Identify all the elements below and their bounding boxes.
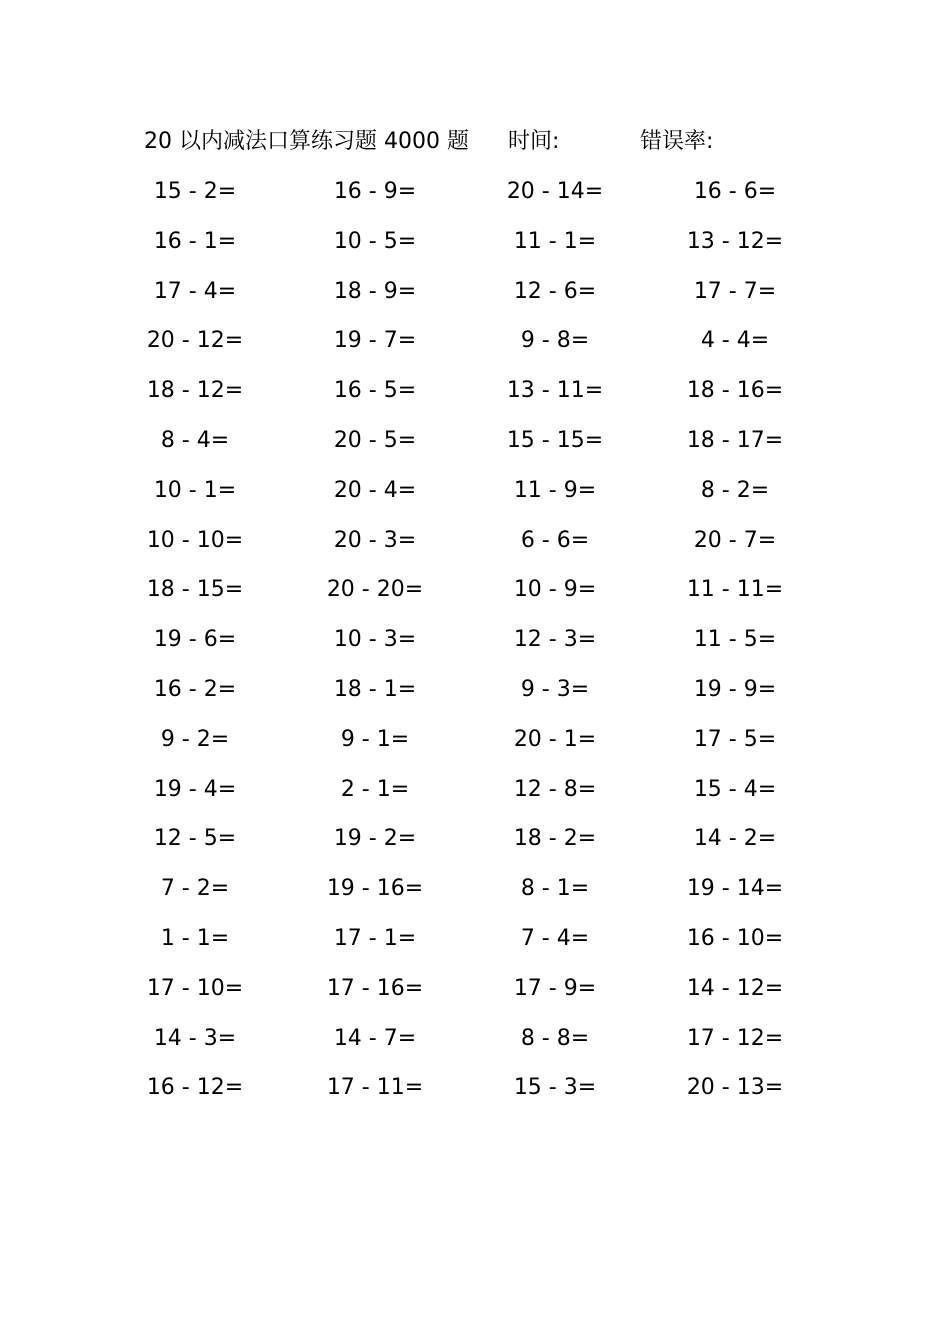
problem-item: 18 - 1=: [333, 677, 417, 702]
problem-row: [120, 720, 840, 760]
problem-row: [120, 919, 840, 959]
problem-item: 9 - 2=: [160, 726, 230, 752]
problem-item: 16 - 5=: [333, 378, 417, 404]
problem-row: [120, 421, 840, 461]
problem-row: [120, 670, 840, 710]
problem-item: 18 - 16=: [686, 378, 784, 404]
problem-item: 16 - 6=: [693, 179, 777, 204]
problem-row: [120, 371, 840, 411]
problem-row: [120, 321, 840, 361]
problem-item: 20 - 7=: [693, 527, 777, 553]
problem-item: 18 - 15=: [146, 577, 244, 603]
problem-item: 20 - 3=: [333, 527, 417, 553]
problem-item: 15 - 4=: [693, 776, 777, 802]
problem-item: 12 - 5=: [153, 826, 237, 852]
problem-item: 19 - 7=: [333, 328, 417, 354]
problem-item: 20 - 1=: [513, 726, 597, 752]
problem-item: 19 - 6=: [153, 627, 237, 653]
problem-item: 17 - 10=: [146, 975, 244, 1001]
problem-item: 10 - 9=: [513, 577, 597, 603]
problem-item: 17 - 12=: [686, 1025, 784, 1051]
problem-item: 6 - 6=: [520, 527, 590, 553]
worksheet-title: 20 以内减法口算练习题 4000 题: [144, 129, 469, 154]
problem-item: 16 - 12=: [146, 1075, 244, 1101]
problem-item: 8 - 1=: [520, 876, 590, 902]
problem-item: 18 - 9=: [333, 278, 417, 304]
problem-item: 20 - 12=: [146, 328, 244, 354]
error-rate-label: 错误率:: [640, 129, 714, 154]
problem-item: 7 - 2=: [160, 876, 230, 902]
problem-item: 16 - 2=: [153, 677, 237, 702]
problem-row: [120, 172, 840, 212]
problem-item: 12 - 6=: [513, 278, 597, 304]
problem-item: 9 - 3=: [520, 677, 590, 702]
problem-item: 11 - 1=: [513, 228, 597, 254]
problem-row: [120, 969, 840, 1009]
problem-item: 12 - 8=: [513, 776, 597, 802]
problem-row: [120, 1068, 840, 1108]
problem-item: 19 - 9=: [693, 677, 777, 702]
problem-item: 15 - 2=: [153, 179, 237, 204]
problem-item: 14 - 12=: [686, 975, 784, 1001]
problem-item: 10 - 10=: [146, 527, 244, 553]
problem-item: 12 - 3=: [513, 627, 597, 653]
problem-item: 8 - 4=: [160, 428, 230, 453]
problem-row: [120, 869, 840, 909]
problem-item: 20 - 13=: [686, 1075, 784, 1101]
problem-item: 18 - 17=: [686, 428, 784, 453]
problem-item: 20 - 20=: [326, 577, 424, 603]
problem-row: [120, 570, 840, 610]
problem-item: 18 - 12=: [146, 378, 244, 404]
problem-row: [120, 1019, 840, 1059]
problem-item: 2 - 1=: [340, 776, 410, 802]
problem-item: 20 - 14=: [506, 179, 604, 204]
problem-item: 19 - 4=: [153, 776, 237, 802]
problem-row: [120, 770, 840, 810]
time-label: 时间:: [508, 129, 560, 154]
problem-grid: [120, 172, 840, 1132]
problem-item: 20 - 5=: [333, 428, 417, 453]
problem-item: 10 - 3=: [333, 627, 417, 653]
problem-item: 16 - 9=: [333, 179, 417, 204]
problem-item: 14 - 3=: [153, 1025, 237, 1051]
problem-item: 17 - 9=: [513, 975, 597, 1001]
problem-item: 11 - 9=: [513, 477, 597, 503]
problem-item: 17 - 5=: [693, 726, 777, 752]
problem-row: [120, 471, 840, 511]
problem-item: 14 - 7=: [333, 1025, 417, 1051]
problem-item: 19 - 14=: [686, 876, 784, 902]
problem-item: 1 - 1=: [160, 926, 230, 951]
problem-item: 14 - 2=: [693, 826, 777, 852]
problem-row: [120, 521, 840, 561]
problem-item: 10 - 5=: [333, 228, 417, 254]
problem-item: 17 - 1=: [333, 926, 417, 951]
problem-item: 15 - 3=: [513, 1075, 597, 1101]
problem-item: 9 - 1=: [340, 726, 410, 752]
problem-item: 19 - 16=: [326, 876, 424, 902]
problem-item: 15 - 15=: [506, 428, 604, 453]
problem-item: 13 - 11=: [506, 378, 604, 404]
problem-item: 17 - 7=: [693, 278, 777, 304]
problem-item: 8 - 8=: [520, 1025, 590, 1051]
problem-item: 13 - 12=: [686, 228, 784, 254]
problem-item: 8 - 2=: [700, 477, 770, 503]
problem-row: [120, 222, 840, 262]
problem-item: 4 - 4=: [700, 328, 770, 354]
problem-item: 9 - 8=: [520, 328, 590, 354]
problem-item: 18 - 2=: [513, 826, 597, 852]
problem-item: 10 - 1=: [153, 477, 237, 503]
worksheet-header: [144, 124, 844, 160]
problem-item: 17 - 16=: [326, 975, 424, 1001]
problem-item: 20 - 4=: [333, 477, 417, 503]
problem-item: 17 - 11=: [326, 1075, 424, 1101]
problem-item: 19 - 2=: [333, 826, 417, 852]
problem-item: 11 - 5=: [693, 627, 777, 653]
problem-row: [120, 272, 840, 312]
problem-item: 16 - 1=: [153, 228, 237, 254]
problem-item: 17 - 4=: [153, 278, 237, 304]
problem-row: [120, 819, 840, 859]
problem-item: 16 - 10=: [686, 926, 784, 951]
problem-item: 11 - 11=: [686, 577, 784, 603]
problem-row: [120, 620, 840, 660]
problem-item: 7 - 4=: [520, 926, 590, 951]
